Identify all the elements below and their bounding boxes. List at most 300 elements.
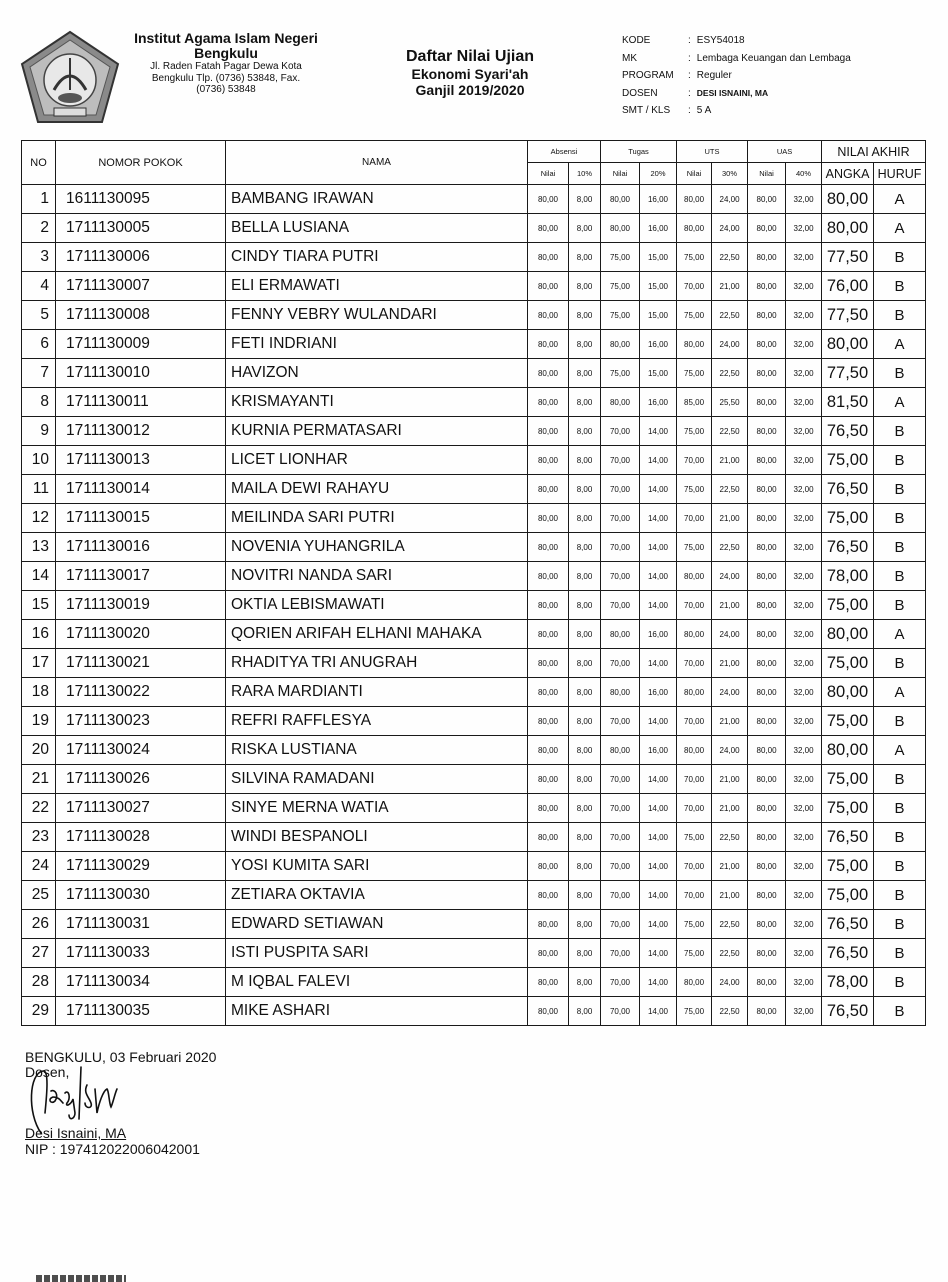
cell-uts-nilai: 75,00 — [677, 910, 712, 939]
cell-uts-weighted: 22,50 — [712, 910, 748, 939]
table-row — [22, 620, 926, 649]
cell-uas-nilai: 80,00 — [748, 881, 786, 910]
cell-uas-nilai: 80,00 — [748, 388, 786, 417]
cell-no: 14 — [22, 562, 56, 591]
cell-no: 23 — [22, 823, 56, 852]
cell-absensi-nilai: 80,00 — [528, 852, 569, 881]
meta-label: DOSEN — [622, 87, 658, 99]
cell-uts-nilai: 80,00 — [677, 214, 712, 243]
cell-uts-nilai: 75,00 — [677, 533, 712, 562]
table-row — [22, 185, 926, 214]
cell-angka: 80,00 — [822, 678, 874, 707]
meta-label: KODE — [622, 35, 651, 46]
cell-nama: NOVITRI NANDA SARI — [226, 562, 528, 591]
cell-nomor-pokok: 1711130029 — [56, 852, 226, 881]
cell-tugas-nilai: 70,00 — [601, 562, 640, 591]
cell-uts-weighted: 22,50 — [712, 475, 748, 504]
cell-uts-weighted: 21,00 — [712, 446, 748, 475]
cell-uts-nilai: 70,00 — [677, 794, 712, 823]
cell-tugas-weighted: 14,00 — [640, 968, 677, 997]
cell-tugas-weighted: 14,00 — [640, 765, 677, 794]
cell-absensi-weighted: 8,00 — [569, 939, 601, 968]
cell-tugas-weighted: 14,00 — [640, 794, 677, 823]
cell-absensi-nilai: 80,00 — [528, 649, 569, 678]
cell-angka: 75,00 — [822, 852, 874, 881]
cell-tugas-nilai: 80,00 — [601, 736, 640, 765]
cell-angka: 76,50 — [822, 533, 874, 562]
cell-uas-nilai: 80,00 — [748, 243, 786, 272]
table-row — [22, 823, 926, 852]
cell-uas-nilai: 80,00 — [748, 591, 786, 620]
cell-nomor-pokok: 1711130016 — [56, 533, 226, 562]
cell-absensi-weighted: 8,00 — [569, 649, 601, 678]
meta-label: MK — [622, 52, 637, 64]
col-header-absensi: Absensi — [528, 141, 601, 163]
cell-tugas-nilai: 70,00 — [601, 649, 640, 678]
cell-absensi-nilai: 80,00 — [528, 678, 569, 707]
cell-absensi-weighted: 8,00 — [569, 736, 601, 765]
cell-absensi-weighted: 8,00 — [569, 678, 601, 707]
cell-huruf: A — [874, 185, 926, 214]
cell-uas-weighted: 32,00 — [786, 388, 822, 417]
cell-uts-nilai: 70,00 — [677, 765, 712, 794]
col-header-nama: NAMA — [226, 141, 528, 185]
footer-document-code — [36, 1275, 126, 1282]
cell-absensi-weighted: 8,00 — [569, 620, 601, 649]
cell-nama: MIKE ASHARI — [226, 997, 528, 1026]
cell-nama: NOVENIA YUHANGRILA — [226, 533, 528, 562]
cell-tugas-weighted: 16,00 — [640, 185, 677, 214]
cell-absensi-weighted: 8,00 — [569, 214, 601, 243]
cell-uts-weighted: 25,50 — [712, 388, 748, 417]
cell-uas-weighted: 32,00 — [786, 591, 822, 620]
cell-absensi-nilai: 80,00 — [528, 823, 569, 852]
cell-absensi-weighted: 8,00 — [569, 881, 601, 910]
cell-uas-weighted: 32,00 — [786, 852, 822, 881]
cell-uas-weighted: 32,00 — [786, 475, 822, 504]
cell-nomor-pokok: 1711130020 — [56, 620, 226, 649]
cell-no: 3 — [22, 243, 56, 272]
cell-uas-weighted: 32,00 — [786, 620, 822, 649]
cell-absensi-weighted: 8,00 — [569, 968, 601, 997]
cell-uts-nilai: 70,00 — [677, 649, 712, 678]
cell-nama: OKTIA LEBISMAWATI — [226, 591, 528, 620]
cell-tugas-weighted: 14,00 — [640, 881, 677, 910]
table-row — [22, 678, 926, 707]
cell-no: 22 — [22, 794, 56, 823]
cell-no: 20 — [22, 736, 56, 765]
title-line: Daftar Nilai Ujian — [405, 48, 535, 65]
cell-tugas-nilai: 80,00 — [601, 330, 640, 359]
cell-tugas-nilai: 80,00 — [601, 620, 640, 649]
cell-tugas-nilai: 70,00 — [601, 533, 640, 562]
cell-uts-weighted: 21,00 — [712, 881, 748, 910]
cell-nomor-pokok: 1711130022 — [56, 678, 226, 707]
cell-uas-nilai: 80,00 — [748, 765, 786, 794]
cell-nomor-pokok: 1711130006 — [56, 243, 226, 272]
cell-uts-weighted: 21,00 — [712, 649, 748, 678]
cell-absensi-nilai: 80,00 — [528, 620, 569, 649]
cell-absensi-nilai: 80,00 — [528, 243, 569, 272]
cell-angka: 80,00 — [822, 620, 874, 649]
cell-uas-weighted: 32,00 — [786, 707, 822, 736]
cell-no: 24 — [22, 852, 56, 881]
cell-absensi-weighted: 8,00 — [569, 243, 601, 272]
cell-tugas-nilai: 75,00 — [601, 272, 640, 301]
cell-nama: ZETIARA OKTAVIA — [226, 881, 528, 910]
cell-tugas-nilai: 70,00 — [601, 504, 640, 533]
cell-uts-nilai: 70,00 — [677, 852, 712, 881]
cell-nomor-pokok: 1711130027 — [56, 794, 226, 823]
cell-nama: KRISMAYANTI — [226, 388, 528, 417]
cell-absensi-nilai: 80,00 — [528, 475, 569, 504]
cell-huruf: B — [874, 939, 926, 968]
col-header-absensi-nilai: Nilai — [528, 163, 569, 185]
cell-uas-nilai: 80,00 — [748, 707, 786, 736]
cell-tugas-weighted: 14,00 — [640, 562, 677, 591]
cell-uas-nilai: 80,00 — [748, 272, 786, 301]
cell-huruf: B — [874, 765, 926, 794]
cell-huruf: B — [874, 910, 926, 939]
title-line: Ekonomi Syari'ah — [411, 66, 529, 82]
cell-tugas-weighted: 14,00 — [640, 939, 677, 968]
cell-uts-weighted: 22,50 — [712, 417, 748, 446]
institution-name: Institut Agama Islam Negeri — [134, 30, 318, 46]
table-row — [22, 939, 926, 968]
cell-nomor-pokok: 1711130019 — [56, 591, 226, 620]
cell-uts-nilai: 75,00 — [677, 359, 712, 388]
cell-nomor-pokok: 1711130009 — [56, 330, 226, 359]
cell-uts-weighted: 24,00 — [712, 736, 748, 765]
cell-nama: BAMBANG IRAWAN — [226, 185, 528, 214]
cell-angka: 76,50 — [822, 997, 874, 1026]
meta-value: DESI ISNAINI, MA — [696, 87, 769, 98]
cell-uts-nilai: 70,00 — [677, 446, 712, 475]
cell-no: 10 — [22, 446, 56, 475]
cell-nomor-pokok: 1711130031 — [56, 910, 226, 939]
cell-absensi-nilai: 80,00 — [528, 794, 569, 823]
cell-nomor-pokok: 1711130015 — [56, 504, 226, 533]
cell-no: 12 — [22, 504, 56, 533]
cell-absensi-weighted: 8,00 — [569, 185, 601, 214]
cell-nama: QORIEN ARIFAH ELHANI MAHAKA — [226, 620, 528, 649]
cell-tugas-weighted: 16,00 — [640, 736, 677, 765]
cell-uas-nilai: 80,00 — [748, 330, 786, 359]
meta-separator: : — [688, 70, 691, 81]
table-row — [22, 417, 926, 446]
cell-absensi-nilai: 80,00 — [528, 214, 569, 243]
cell-uts-nilai: 75,00 — [677, 243, 712, 272]
cell-uts-nilai: 75,00 — [677, 301, 712, 330]
cell-huruf: B — [874, 301, 926, 330]
meta-value: Reguler — [696, 70, 732, 81]
table-row — [22, 968, 926, 997]
cell-uts-weighted: 22,50 — [712, 997, 748, 1026]
cell-absensi-nilai: 80,00 — [528, 997, 569, 1026]
cell-absensi-weighted: 8,00 — [569, 272, 601, 301]
cell-absensi-nilai: 80,00 — [528, 359, 569, 388]
cell-absensi-nilai: 80,00 — [528, 881, 569, 910]
cell-no: 21 — [22, 765, 56, 794]
cell-uts-weighted: 21,00 — [712, 852, 748, 881]
cell-uts-weighted: 21,00 — [712, 591, 748, 620]
cell-tugas-nilai: 75,00 — [601, 359, 640, 388]
table-row — [22, 243, 926, 272]
cell-nama: FETI INDRIANI — [226, 330, 528, 359]
cell-nama: ELI ERMAWATI — [226, 272, 528, 301]
cell-no: 17 — [22, 649, 56, 678]
cell-absensi-weighted: 8,00 — [569, 591, 601, 620]
cell-huruf: B — [874, 533, 926, 562]
cell-angka: 78,00 — [822, 562, 874, 591]
cell-absensi-weighted: 8,00 — [569, 446, 601, 475]
cell-uas-nilai: 80,00 — [748, 504, 786, 533]
cell-no: 19 — [22, 707, 56, 736]
cell-uas-weighted: 32,00 — [786, 649, 822, 678]
cell-uts-nilai: 70,00 — [677, 504, 712, 533]
cell-huruf: B — [874, 504, 926, 533]
cell-uts-weighted: 22,50 — [712, 533, 748, 562]
cell-uas-nilai: 80,00 — [748, 678, 786, 707]
cell-no: 25 — [22, 881, 56, 910]
cell-absensi-weighted: 8,00 — [569, 852, 601, 881]
cell-tugas-nilai: 70,00 — [601, 939, 640, 968]
cell-uas-weighted: 32,00 — [786, 301, 822, 330]
cell-uts-weighted: 21,00 — [712, 272, 748, 301]
cell-absensi-weighted: 8,00 — [569, 533, 601, 562]
col-header-angka: ANGKA — [822, 163, 874, 185]
cell-angka: 75,00 — [822, 765, 874, 794]
cell-tugas-weighted: 14,00 — [640, 910, 677, 939]
cell-no: 8 — [22, 388, 56, 417]
cell-nama: HAVIZON — [226, 359, 528, 388]
cell-absensi-nilai: 80,00 — [528, 707, 569, 736]
cell-tugas-nilai: 70,00 — [601, 417, 640, 446]
cell-tugas-nilai: 70,00 — [601, 475, 640, 504]
cell-uts-weighted: 24,00 — [712, 678, 748, 707]
university-seal-icon — [18, 28, 122, 128]
cell-uts-nilai: 70,00 — [677, 707, 712, 736]
meta-separator: : — [688, 87, 691, 99]
cell-nomor-pokok: 1711130007 — [56, 272, 226, 301]
cell-angka: 76,50 — [822, 417, 874, 446]
cell-nomor-pokok: 1711130013 — [56, 446, 226, 475]
cell-absensi-weighted: 8,00 — [569, 562, 601, 591]
cell-absensi-weighted: 8,00 — [569, 794, 601, 823]
table-row — [22, 446, 926, 475]
cell-nama: M IQBAL FALEVI — [226, 968, 528, 997]
cell-nama: MEILINDA SARI PUTRI — [226, 504, 528, 533]
cell-huruf: B — [874, 649, 926, 678]
cell-uts-nilai: 70,00 — [677, 591, 712, 620]
signer-nip: NIP : 197412022006042001 — [25, 1141, 200, 1157]
cell-angka: 75,00 — [822, 504, 874, 533]
cell-absensi-weighted: 8,00 — [569, 997, 601, 1026]
cell-uas-weighted: 32,00 — [786, 562, 822, 591]
cell-tugas-weighted: 16,00 — [640, 678, 677, 707]
meta-value: Lembaga Keuangan dan Lembaga — [696, 52, 851, 64]
cell-absensi-nilai: 80,00 — [528, 591, 569, 620]
cell-huruf: B — [874, 591, 926, 620]
cell-uas-nilai: 80,00 — [748, 417, 786, 446]
cell-angka: 80,00 — [822, 736, 874, 765]
cell-uas-nilai: 80,00 — [748, 301, 786, 330]
cell-nomor-pokok: 1711130033 — [56, 939, 226, 968]
cell-uas-weighted: 32,00 — [786, 910, 822, 939]
cell-no: 5 — [22, 301, 56, 330]
cell-absensi-nilai: 80,00 — [528, 417, 569, 446]
cell-no: 9 — [22, 417, 56, 446]
cell-huruf: B — [874, 243, 926, 272]
cell-absensi-nilai: 80,00 — [528, 939, 569, 968]
cell-nomor-pokok: 1711130026 — [56, 765, 226, 794]
meta-row-dosen — [622, 85, 851, 103]
table-row — [22, 649, 926, 678]
cell-uts-nilai: 75,00 — [677, 823, 712, 852]
cell-nomor-pokok: 1711130012 — [56, 417, 226, 446]
table-row — [22, 301, 926, 330]
cell-absensi-nilai: 80,00 — [528, 562, 569, 591]
cell-angka: 75,00 — [822, 446, 874, 475]
cell-tugas-weighted: 14,00 — [640, 533, 677, 562]
cell-uas-nilai: 80,00 — [748, 736, 786, 765]
cell-no: 16 — [22, 620, 56, 649]
institution-address-line: Bengkulu Tlp. (0736) 53848, Fax. — [151, 72, 301, 84]
cell-uts-weighted: 21,00 — [712, 504, 748, 533]
cell-uts-weighted: 24,00 — [712, 330, 748, 359]
cell-tugas-weighted: 16,00 — [640, 620, 677, 649]
col-header-nomor-pokok: NOMOR POKOK — [56, 141, 226, 185]
cell-absensi-weighted: 8,00 — [569, 388, 601, 417]
cell-huruf: A — [874, 330, 926, 359]
cell-huruf: B — [874, 475, 926, 504]
cell-uts-nilai: 80,00 — [677, 620, 712, 649]
cell-nama: FENNY VEBRY WULANDARI — [226, 301, 528, 330]
cell-uas-weighted: 32,00 — [786, 881, 822, 910]
cell-absensi-nilai: 80,00 — [528, 968, 569, 997]
cell-angka: 80,00 — [822, 214, 874, 243]
col-header-absensi-weight: 10% — [569, 163, 601, 185]
grades-body — [22, 185, 926, 1026]
cell-nama: EDWARD SETIAWAN — [226, 910, 528, 939]
table-row — [22, 475, 926, 504]
cell-tugas-weighted: 16,00 — [640, 388, 677, 417]
cell-uas-weighted: 32,00 — [786, 736, 822, 765]
cell-uas-nilai: 80,00 — [748, 562, 786, 591]
cell-uas-weighted: 32,00 — [786, 417, 822, 446]
cell-tugas-weighted: 14,00 — [640, 475, 677, 504]
cell-uas-nilai: 80,00 — [748, 214, 786, 243]
cell-angka: 76,50 — [822, 475, 874, 504]
cell-angka: 76,50 — [822, 939, 874, 968]
col-header-tugas-nilai: Nilai — [601, 163, 640, 185]
cell-angka: 75,00 — [822, 881, 874, 910]
col-header-huruf: HURUF — [874, 163, 926, 185]
cell-nama: KURNIA PERMATASARI — [226, 417, 528, 446]
col-header-tugas: Tugas — [601, 141, 677, 163]
cell-tugas-weighted: 14,00 — [640, 852, 677, 881]
cell-no: 26 — [22, 910, 56, 939]
cell-tugas-nilai: 70,00 — [601, 707, 640, 736]
cell-tugas-nilai: 80,00 — [601, 388, 640, 417]
meta-row-program — [622, 67, 851, 85]
meta-separator: : — [688, 105, 691, 116]
cell-nomor-pokok: 1711130028 — [56, 823, 226, 852]
place-date: BENGKULU, 03 Februari 2020 — [25, 1049, 217, 1065]
meta-separator: : — [688, 52, 691, 64]
cell-nomor-pokok: 1711130021 — [56, 649, 226, 678]
cell-angka: 77,50 — [822, 301, 874, 330]
cell-absensi-nilai: 80,00 — [528, 330, 569, 359]
cell-huruf: B — [874, 852, 926, 881]
cell-no: 2 — [22, 214, 56, 243]
cell-tugas-weighted: 14,00 — [640, 504, 677, 533]
cell-uas-weighted: 32,00 — [786, 185, 822, 214]
cell-uts-weighted: 22,50 — [712, 301, 748, 330]
table-row — [22, 330, 926, 359]
cell-absensi-weighted: 8,00 — [569, 910, 601, 939]
cell-nama: MAILA DEWI RAHAYU — [226, 475, 528, 504]
cell-angka: 75,00 — [822, 649, 874, 678]
meta-label: PROGRAM — [622, 70, 674, 81]
cell-uts-nilai: 75,00 — [677, 417, 712, 446]
cell-nama: SILVINA RAMADANI — [226, 765, 528, 794]
meta-row-mk — [622, 50, 851, 68]
cell-tugas-nilai: 70,00 — [601, 823, 640, 852]
cell-uas-nilai: 80,00 — [748, 794, 786, 823]
cell-no: 27 — [22, 939, 56, 968]
cell-angka: 75,00 — [822, 707, 874, 736]
cell-uts-weighted: 24,00 — [712, 562, 748, 591]
cell-uts-nilai: 80,00 — [677, 330, 712, 359]
meta-row-kode — [622, 32, 851, 50]
cell-uas-weighted: 32,00 — [786, 533, 822, 562]
cell-uts-weighted: 24,00 — [712, 185, 748, 214]
cell-huruf: A — [874, 388, 926, 417]
cell-uts-weighted: 21,00 — [712, 707, 748, 736]
cell-no: 7 — [22, 359, 56, 388]
table-row — [22, 533, 926, 562]
cell-huruf: B — [874, 823, 926, 852]
cell-tugas-weighted: 14,00 — [640, 591, 677, 620]
cell-tugas-weighted: 16,00 — [640, 330, 677, 359]
cell-tugas-weighted: 14,00 — [640, 823, 677, 852]
cell-angka: 77,50 — [822, 359, 874, 388]
col-header-uts: UTS — [677, 141, 748, 163]
cell-tugas-weighted: 14,00 — [640, 997, 677, 1026]
cell-uts-weighted: 22,50 — [712, 939, 748, 968]
cell-nomor-pokok: 1611130095 — [56, 185, 226, 214]
cell-uts-nilai: 75,00 — [677, 475, 712, 504]
cell-nama: LICET LIONHAR — [226, 446, 528, 475]
cell-nomor-pokok: 1711130017 — [56, 562, 226, 591]
cell-huruf: B — [874, 968, 926, 997]
cell-huruf: A — [874, 736, 926, 765]
cell-nama: RISKA LUSTIANA — [226, 736, 528, 765]
meta-row-smt-kls — [622, 102, 851, 120]
cell-nomor-pokok: 1711130035 — [56, 997, 226, 1026]
cell-huruf: B — [874, 794, 926, 823]
cell-uas-weighted: 32,00 — [786, 243, 822, 272]
cell-huruf: B — [874, 562, 926, 591]
cell-nomor-pokok: 1711130030 — [56, 881, 226, 910]
cell-absensi-weighted: 8,00 — [569, 417, 601, 446]
table-row — [22, 910, 926, 939]
cell-nama: RARA MARDIANTI — [226, 678, 528, 707]
table-row — [22, 765, 926, 794]
table-row — [22, 272, 926, 301]
cell-huruf: B — [874, 446, 926, 475]
